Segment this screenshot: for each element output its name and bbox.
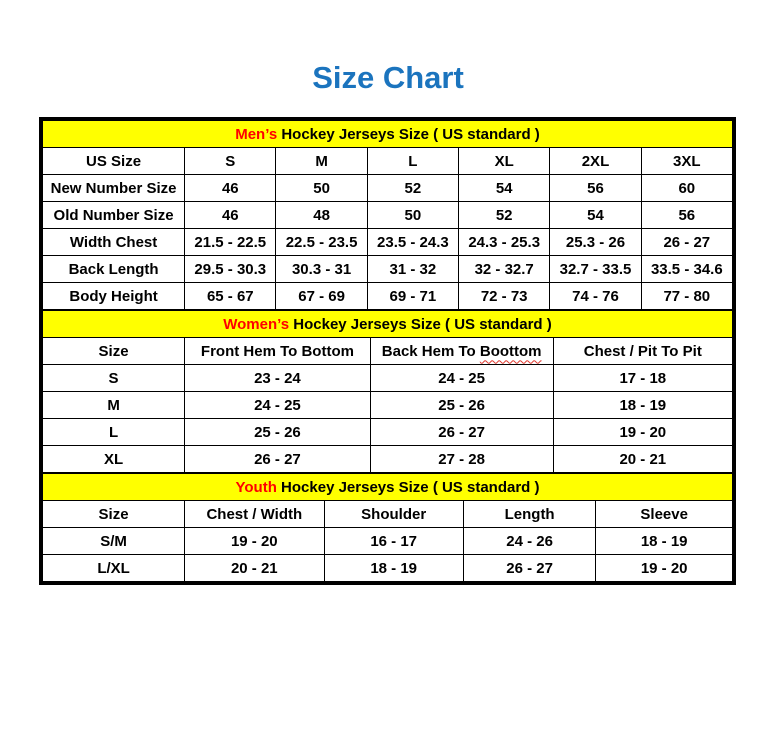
table-row (43, 419, 733, 446)
table-cell: 26 - 27 (370, 419, 553, 446)
table-row (43, 283, 733, 310)
misspelled-word-with-spellcheck-underline: Boottom (479, 342, 542, 360)
table-cell: 26 - 27 (463, 555, 595, 582)
column-header-text: Back Hem To (381, 342, 480, 360)
row-label: S/M (43, 528, 185, 555)
table-cell: 23.5 - 24.3 (367, 229, 458, 256)
table-cell: 23 - 24 (185, 365, 371, 392)
table-cell: 74 - 76 (550, 283, 641, 310)
youth-section-header-row (43, 474, 733, 501)
table-cell: 52 (459, 202, 550, 229)
table-row (43, 202, 733, 229)
table-row (43, 256, 733, 283)
column-header: S (185, 148, 276, 175)
table-cell: 46 (185, 175, 276, 202)
table-cell: 33.5 - 34.6 (641, 256, 732, 283)
table-cell: 56 (550, 175, 641, 202)
table-cell: 30.3 - 31 (276, 256, 367, 283)
table-cell: 46 (185, 202, 276, 229)
column-header: Size (43, 501, 185, 528)
column-header: L (367, 148, 458, 175)
womens-size-table (42, 310, 733, 473)
youth-section-header-highlight: Youth (235, 478, 277, 496)
column-header: Shoulder (324, 501, 463, 528)
column-header: Length (463, 501, 595, 528)
table-cell: 27 - 28 (370, 446, 553, 473)
row-label: M (43, 392, 185, 419)
table-cell: 72 - 73 (459, 283, 550, 310)
column-header: 3XL (641, 148, 732, 175)
table-cell: 20 - 21 (553, 446, 732, 473)
table-cell: 18 - 19 (324, 555, 463, 582)
womens-section-header (43, 311, 733, 338)
table-cell: 20 - 21 (185, 555, 324, 582)
column-header: XL (459, 148, 550, 175)
table-cell: 32 - 32.7 (459, 256, 550, 283)
table-cell: 19 - 20 (553, 419, 732, 446)
table-cell: 18 - 19 (596, 528, 733, 555)
youth-section-header-rest: Hockey Jerseys Size ( US standard ) (276, 478, 540, 496)
table-cell: 32.7 - 33.5 (550, 256, 641, 283)
table-cell: 65 - 67 (185, 283, 276, 310)
table-cell: 25.3 - 26 (550, 229, 641, 256)
youth-section-header (43, 474, 733, 501)
table-row (43, 175, 733, 202)
womens-section-header-rest: Hockey Jerseys Size ( US standard ) (289, 315, 552, 333)
row-label: New Number Size (43, 175, 185, 202)
table-cell: 50 (276, 175, 367, 202)
table-cell: 69 - 71 (367, 283, 458, 310)
table-cell: 19 - 20 (185, 528, 324, 555)
table-row (43, 528, 733, 555)
mens-section-header (43, 121, 733, 148)
womens-section-header-row (43, 311, 733, 338)
table-cell: 26 - 27 (185, 446, 371, 473)
table-cell: 24.3 - 25.3 (459, 229, 550, 256)
row-label: S (43, 365, 185, 392)
womens-column-header-row (43, 338, 733, 365)
row-label: Body Height (43, 283, 185, 310)
row-label: L (43, 419, 185, 446)
column-header: M (276, 148, 367, 175)
table-row (43, 392, 733, 419)
table-cell: 31 - 32 (367, 256, 458, 283)
mens-column-header-row (43, 148, 733, 175)
row-label: Back Length (43, 256, 185, 283)
mens-section-header-row (43, 121, 733, 148)
column-header: 2XL (550, 148, 641, 175)
mens-size-table (42, 120, 733, 310)
column-header: Size (43, 338, 185, 365)
page (0, 60, 776, 585)
table-cell: 29.5 - 30.3 (185, 256, 276, 283)
table-cell: 24 - 26 (463, 528, 595, 555)
table-cell: 77 - 80 (641, 283, 732, 310)
table-cell: 50 (367, 202, 458, 229)
table-cell: 26 - 27 (641, 229, 732, 256)
table-cell: 52 (367, 175, 458, 202)
table-row (43, 446, 733, 473)
table-cell: 54 (550, 202, 641, 229)
table-cell: 60 (641, 175, 732, 202)
size-chart-frame (39, 117, 736, 585)
page-title: Size Chart (312, 60, 464, 95)
table-cell: 17 - 18 (553, 365, 732, 392)
column-header: US Size (43, 148, 185, 175)
table-cell: 24 - 25 (185, 392, 371, 419)
table-row (43, 365, 733, 392)
table-cell: 18 - 19 (553, 392, 732, 419)
table-row (43, 229, 733, 256)
column-header: Front Hem To Bottom (185, 338, 371, 365)
table-cell: 21.5 - 22.5 (185, 229, 276, 256)
youth-column-header-row (43, 501, 733, 528)
table-row (43, 555, 733, 582)
row-label: Width Chest (43, 229, 185, 256)
table-cell: 48 (276, 202, 367, 229)
row-label: XL (43, 446, 185, 473)
table-cell: 25 - 26 (185, 419, 371, 446)
womens-section-header-highlight: Women’s (223, 315, 290, 333)
column-header: Chest / Width (185, 501, 324, 528)
column-header: Chest / Pit To Pit (553, 338, 732, 365)
column-header (370, 338, 553, 365)
youth-size-table (42, 473, 733, 582)
row-label: Old Number Size (43, 202, 185, 229)
table-cell: 19 - 20 (596, 555, 733, 582)
table-cell: 25 - 26 (370, 392, 553, 419)
row-label: L/XL (43, 555, 185, 582)
table-cell: 24 - 25 (370, 365, 553, 392)
column-header: Sleeve (596, 501, 733, 528)
table-cell: 16 - 17 (324, 528, 463, 555)
table-cell: 56 (641, 202, 732, 229)
mens-section-header-highlight: Men’s (235, 125, 278, 143)
table-cell: 54 (459, 175, 550, 202)
table-cell: 67 - 69 (276, 283, 367, 310)
table-cell: 22.5 - 23.5 (276, 229, 367, 256)
mens-section-header-rest: Hockey Jerseys Size ( US standard ) (277, 125, 540, 143)
